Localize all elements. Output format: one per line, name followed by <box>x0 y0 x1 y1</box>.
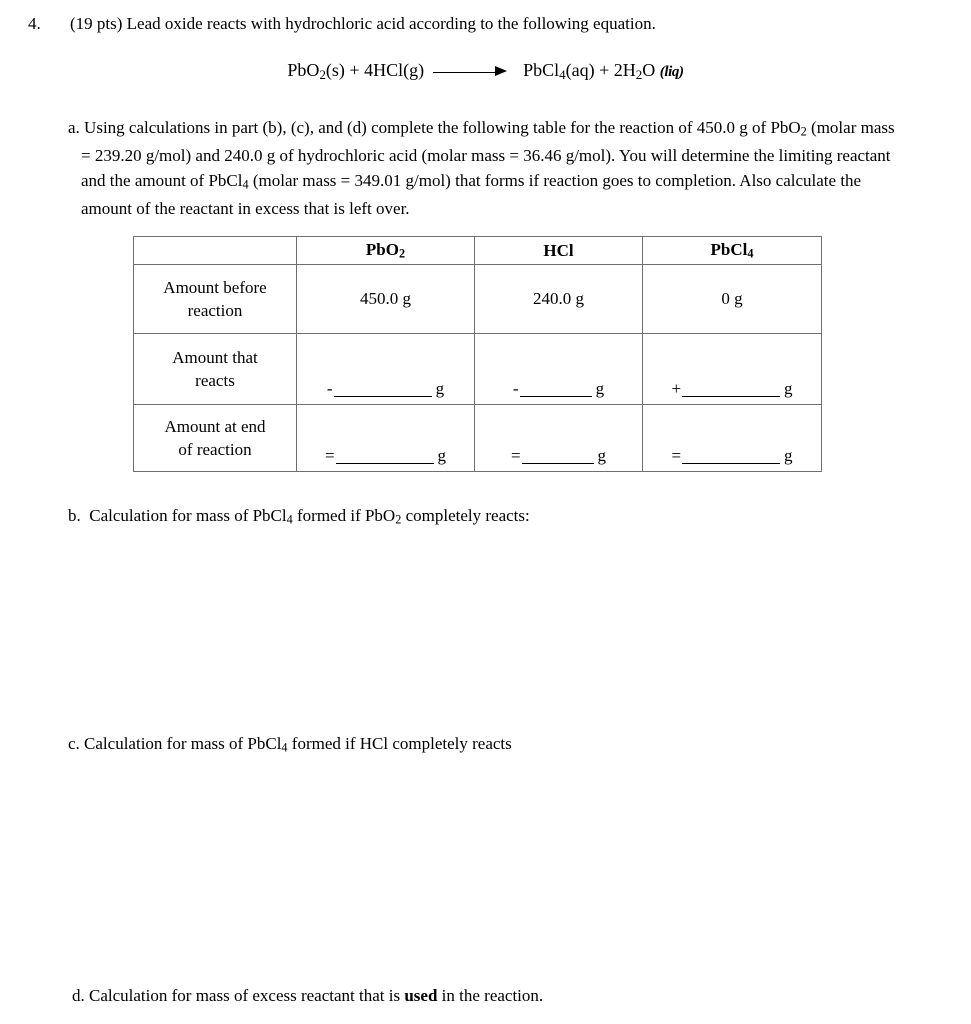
equation-reactant-1: PbO$_2$(s) <box>287 60 345 82</box>
row-label-line-2: reacts <box>195 371 235 390</box>
sign-plus: + <box>671 379 682 398</box>
equation-plus-2: + <box>599 60 610 80</box>
sign-equals: = <box>671 446 682 465</box>
sign-minus: - <box>326 379 333 398</box>
part-c-text: Calculation for mass of PbCl$_4$ formed if HCl completely reacts <box>84 734 512 755</box>
header-pbcl4-subscript: 4 <box>747 246 754 261</box>
unit-grams: g <box>595 379 605 398</box>
part-d <box>72 984 543 1008</box>
part-b-text: Calculation for mass of PbCl$_4$ formed if PbO$_2$ completely reacts: <box>89 506 530 527</box>
part-b-subscript-1: 4 <box>286 512 293 527</box>
part-a-text: Using calculations in part (b), (c), and (d) complete the following table for the reaction of 450.0 g of PbO$_2$ (molar mass = 239.20 g/mol) and 240.0 g of hydrochloric acid (molar mass = 36.46 g/mol). You will determine the limiting reactant and the amount of PbCl$_4$ (molar mass = 349.01 g/mol) that forms if reaction goes to completion. Also calculate the amount of the reactant in excess that is left over. <box>81 118 895 218</box>
sign-minus: - <box>512 379 519 398</box>
part-b-subscript-2: 2 <box>395 512 402 527</box>
answer-blank-end-hcl[interactable] <box>522 448 594 464</box>
answer-blank-reacts-hcl[interactable] <box>520 381 592 397</box>
table-header-pbo2: PbO$_2$ <box>297 237 475 265</box>
cell-reacts-pbo2[interactable] <box>297 334 475 405</box>
unit-grams: g <box>597 446 607 465</box>
table-row <box>134 334 822 405</box>
row-label-line-1: Amount before <box>163 278 267 297</box>
row-label-line-2: reaction <box>187 301 243 320</box>
cell-end-pbcl4[interactable] <box>643 405 822 472</box>
table-header-row <box>134 237 822 265</box>
cell-reacts-hcl[interactable] <box>475 334 643 405</box>
answer-blank-reacts-pbo2[interactable] <box>334 381 432 397</box>
table-corner-cell <box>134 237 297 265</box>
table-header-pbcl4: PbCl$_4$ <box>643 237 822 265</box>
product2-state-liq: (liq) <box>659 64 684 80</box>
cell-before-hcl: 240.0 g <box>475 265 643 334</box>
question-header <box>28 12 948 36</box>
chemical-equation <box>0 57 971 88</box>
equation-product-1: PbCl$_4$(aq) <box>523 60 595 82</box>
table-header-hcl: HCl <box>475 237 643 265</box>
answer-blank-end-pbcl4[interactable] <box>682 448 780 464</box>
part-c-label: c. <box>68 734 80 753</box>
table-row <box>134 265 822 334</box>
question-stem: (19 pts) Lead oxide reacts with hydrochloric acid according to the following equation. <box>70 14 656 33</box>
unit-grams: g <box>784 446 793 465</box>
cell-end-pbo2[interactable] <box>297 405 475 472</box>
equation-product-2: $2H_2O$ <box>613 60 656 82</box>
row-label-line-1: Amount that <box>172 348 258 367</box>
unit-grams: g <box>784 379 793 398</box>
part-c-subscript-1: 4 <box>281 740 288 755</box>
reaction-amounts-table <box>133 236 822 472</box>
row-label-amount-reacts <box>134 334 297 405</box>
equation-reactant-2: 4HCl(g) <box>364 60 425 80</box>
part-a-subscript-2: 4 <box>242 177 249 192</box>
part-a-subscript-1: 2 <box>800 124 807 139</box>
unit-grams: g <box>435 379 445 398</box>
part-b <box>68 504 530 532</box>
part-d-emphasis-word: used <box>404 986 438 1005</box>
table-row <box>134 405 822 472</box>
sign-equals: = <box>510 446 521 465</box>
cell-before-pbcl4: 0 g <box>643 265 822 334</box>
answer-blank-end-pbo2[interactable] <box>336 448 434 464</box>
product1-subscript: 4 <box>559 66 566 82</box>
part-d-label: d. <box>72 986 85 1005</box>
product2-subscript: 2 <box>635 66 643 82</box>
reactant1-subscript: 2 <box>319 66 326 82</box>
reaction-arrow-icon <box>433 65 515 79</box>
cell-end-hcl[interactable] <box>475 405 643 472</box>
row-label-line-2: of reaction <box>178 440 252 459</box>
unit-grams: g <box>437 446 447 465</box>
row-label-amount-end <box>134 405 297 472</box>
part-a <box>68 116 898 221</box>
part-b-label: b. <box>68 506 81 525</box>
header-pbo2-subscript: 2 <box>398 246 406 261</box>
part-c <box>68 732 512 760</box>
answer-blank-reacts-pbcl4[interactable] <box>682 381 780 397</box>
sign-equals: = <box>324 446 335 465</box>
row-label-line-1: Amount at end <box>164 417 266 436</box>
equation-plus-1: + <box>349 60 360 80</box>
cell-reacts-pbcl4[interactable] <box>643 334 822 405</box>
question-number: 4. <box>28 14 41 33</box>
cell-before-pbo2: 450.0 g <box>297 265 475 334</box>
part-a-label: a. <box>68 118 80 137</box>
part-d-text: Calculation for mass of excess reactant that is used in the reaction. <box>89 986 544 1005</box>
row-label-amount-before <box>134 265 297 334</box>
